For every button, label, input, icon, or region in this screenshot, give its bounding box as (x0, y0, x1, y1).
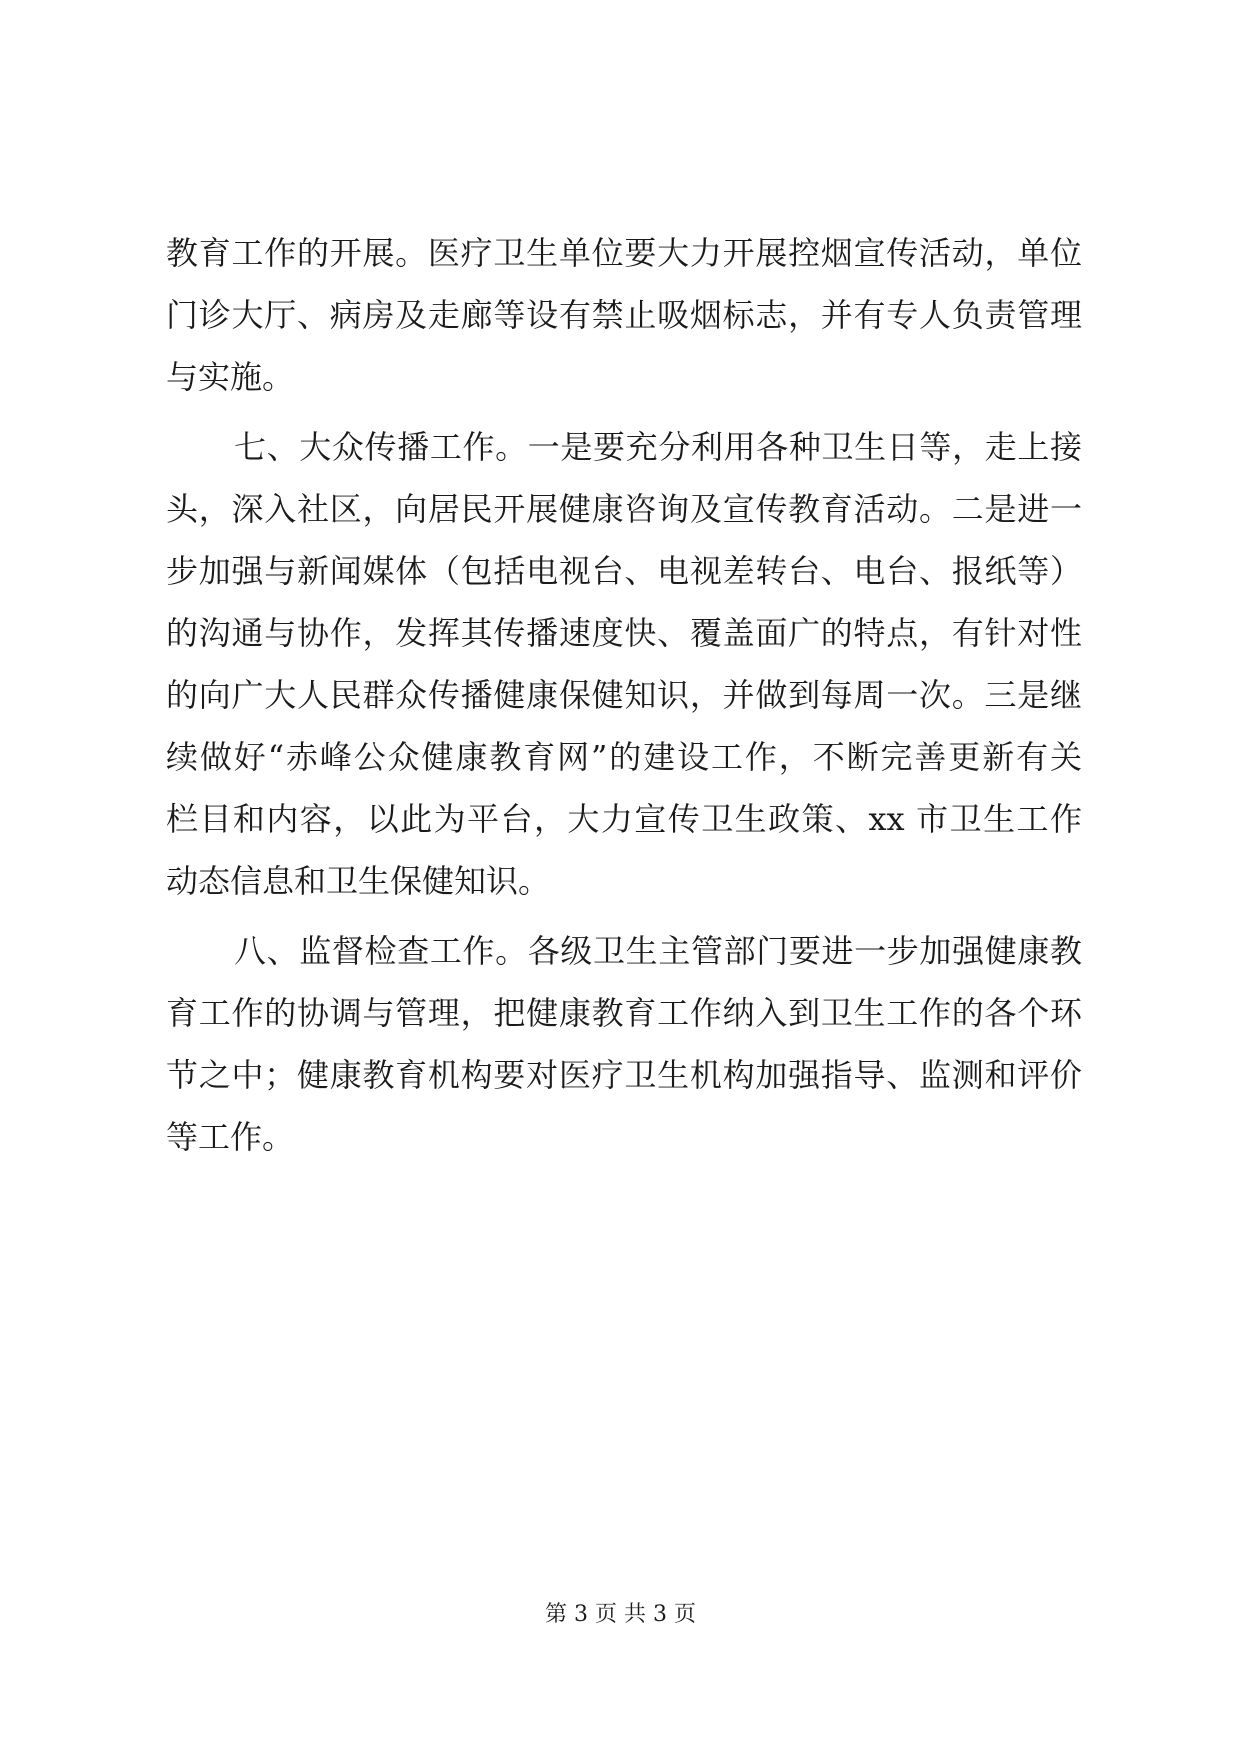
text-line: 节之中；健康教育机构要对医疗卫生机构加强指导、监测和评价 (166, 1056, 1082, 1094)
paragraph-1 (166, 222, 1082, 408)
text-line: 教育工作的开展。医疗卫生单位要大力开展控烟宣传活动，单位 (166, 234, 1082, 272)
text-line: 动态信息和卫生保健知识。 (166, 862, 551, 900)
text-line: 栏目和内容，以此为平台，大力宣传卫生政策、xx 市卫生工作 (166, 800, 1082, 838)
text-line: 续做好“赤峰公众健康教育网”的建设工作，不断完善更新有关 (166, 738, 1082, 776)
text-line: 育工作的协调与管理，把健康教育工作纳入到卫生工作的各个环 (166, 994, 1082, 1032)
page-number-footer: 第 3 页 共 3 页 (545, 1602, 696, 1627)
text-line: 门诊大厅、病房及走廊等设有禁止吸烟标志，并有专人负责管理 (166, 296, 1082, 334)
text-line: 七、大众传播工作。一是要充分利用各种卫生日等，走上接 (234, 428, 1082, 466)
paragraph-3 (166, 920, 1082, 1168)
text-line: 的向广大人民群众传播健康保健知识，并做到每周一次。三是继 (166, 676, 1082, 714)
text-line: 等工作。 (166, 1118, 295, 1156)
text-line: 的沟通与协作，发挥其传播速度快、覆盖面广的特点，有针对性 (166, 614, 1082, 652)
text-line: 步加强与新闻媒体（包括电视台、电视差转台、电台、报纸等） (166, 552, 1082, 590)
text-line: 头，深入社区，向居民开展健康咨询及宣传教育活动。二是进一 (166, 490, 1082, 528)
document-body (166, 222, 1082, 1168)
text-line: 八、监督检查工作。各级卫生主管部门要进一步加强健康教 (234, 932, 1082, 970)
text-line: 与实施。 (166, 358, 295, 396)
paragraph-2 (166, 416, 1082, 912)
